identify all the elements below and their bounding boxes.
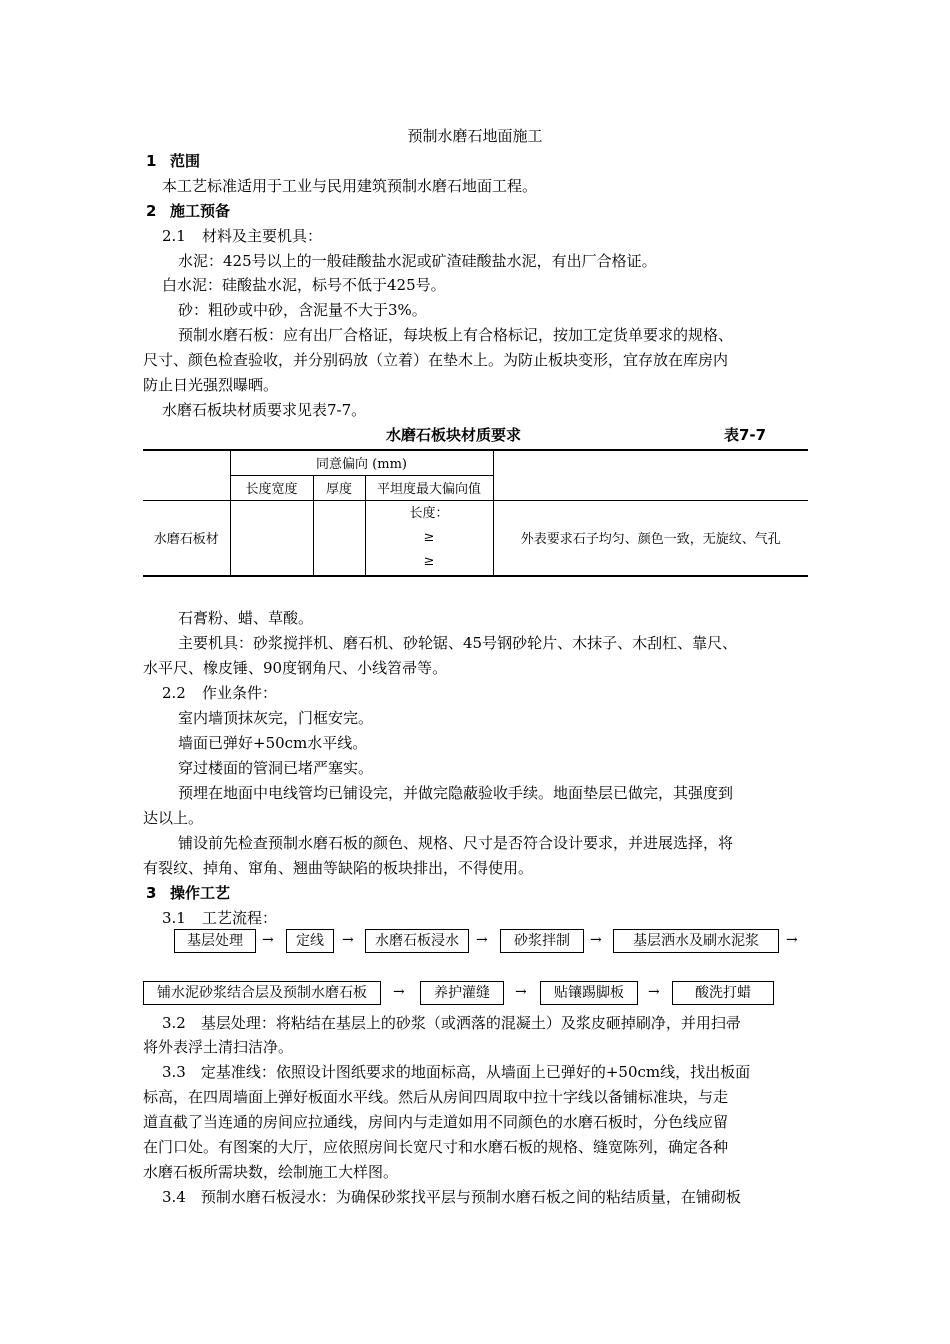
subsection-3-4-line-1: 3.4 预制水磨石板浸水：为确保砂浆找平层与预制水磨石板之间的粘结质量，在铺砌板 [162, 1188, 741, 1206]
subsection-3-3-line-2: 标高，在四周墙面上弹好板面水平线。然后从房间四周取中拉十字线以备铺标准块，与走 [143, 1088, 729, 1106]
subsection-3-2-line-1: 3.2 基层处理：将粘结在基层上的砂浆（或洒落的混凝土）及浆皮砸掉刷净，并用扫帚 [162, 1014, 741, 1032]
white-cement-spec: 白水泥：硅酸盐水泥，标号不低于425号。 [162, 276, 446, 294]
subsection-2-2-number: 2.2 [162, 684, 186, 702]
flow-step-base-treatment: 基层处理 [174, 929, 256, 953]
flow-arrow-icon: → [515, 984, 527, 1000]
slab-spec-line-2: 尺寸、颜色检查验收，并分别码放（立着）在垫木上。为防止板块变形，宜存放在库房内 [143, 351, 729, 369]
table-caption: 水磨石板块材质要求 [386, 426, 522, 444]
page-title: 预制水磨石地面施工 [407, 127, 543, 145]
flow-step-set-line: 定线 [286, 929, 334, 953]
allowed-deviation-header: 同意偏向 (mm) [230, 450, 493, 475]
slab-spec-line-1: 预制水磨石板：应有出厂合格证，每块板上有合格标记，按加工定货单要求的规格、 [178, 326, 734, 344]
flatness-line-3: ≥ [423, 553, 435, 569]
flow-step-laying-slabs: 铺水泥砂浆结合层及预制水磨石板 [143, 981, 381, 1005]
thickness-value [313, 500, 365, 576]
flow-arrow-icon: → [648, 984, 660, 1000]
cement-spec: 水泥：425号以上的一般硅酸盐水泥或矿渣硅酸盐水泥，有出厂合格证。 [178, 252, 657, 270]
flow-arrow-icon: → [786, 932, 798, 948]
condition-2: 墙面已弹好+50cm水平线。 [178, 734, 368, 752]
section-1-heading: 范围 [170, 152, 201, 170]
subsection-3-3-line-5: 水磨石板所需块数，绘制施工大样图。 [143, 1163, 399, 1181]
condition-5-line-2: 有裂纹、掉角、窜角、翘曲等缺陷的板块排出，不得使用。 [143, 859, 534, 877]
flow-arrow-icon: → [590, 932, 602, 948]
section-3-number: 3 [146, 884, 157, 902]
appearance-requirement: 外表要求石子均匀、颜色一致，无旋纹、气孔 [493, 500, 808, 576]
section-1-number: 1 [146, 152, 157, 170]
row-label: 水磨石板材 [143, 500, 230, 576]
flatness-line-1: 长度： [409, 505, 449, 521]
flow-arrow-icon: → [393, 984, 405, 1000]
material-requirements-table [143, 449, 808, 577]
flow-step-curing-grouting: 养护灌缝 [420, 981, 504, 1005]
appearance-header-cell [493, 450, 808, 500]
flatness-line-2: ≥ [423, 529, 435, 545]
section-2-number: 2 [146, 202, 157, 220]
other-materials: 石膏粉、蜡、草酸。 [178, 609, 314, 627]
tools-line-2: 水平尺、橡皮锤、90度钢角尺、小线笤帚等。 [143, 659, 448, 677]
table-number: 表7-7 [724, 426, 767, 444]
subsection-3-1-heading: 工艺流程： [202, 909, 278, 927]
flatness-value [365, 500, 493, 576]
flow-arrow-icon: → [476, 932, 488, 948]
thickness-header: 厚度 [313, 475, 365, 500]
scope-text: 本工艺标准适用于工业与民用建筑预制水磨石地面工程。 [162, 177, 538, 195]
flatness-header: 平坦度最大偏向值 [365, 475, 493, 500]
condition-5-line-1: 铺设前先检查预制水磨石板的颜色、规格、尺寸是否符合设计要求，并进展选择，将 [178, 834, 734, 852]
flow-step-mortar-mixing: 砂浆拌制 [500, 929, 584, 953]
flow-step-acid-waxing: 酸洗打蜡 [672, 981, 774, 1005]
length-width-value [230, 500, 313, 576]
subsection-2-1-heading: 材料及主要机具： [202, 227, 323, 245]
section-2-heading: 施工预备 [170, 202, 231, 220]
subsection-3-3-line-3: 道直截了当连通的房间应拉通线，房间内与走道如用不同颜色的水磨石板时，分色线应留 [143, 1113, 729, 1131]
section-3-heading: 操作工艺 [170, 884, 231, 902]
tools-line-1: 主要机具：砂浆搅拌机、磨石机、砂轮锯、45号钢砂轮片、木抹子、木刮杠、靠尺、 [178, 634, 738, 652]
subsection-3-3-line-4: 在门口处。有图案的大厅，应依照房间长宽尺寸和水磨石板的规格、缝宽陈列，确定各种 [143, 1138, 729, 1156]
subsection-3-3-line-1: 3.3 定基准线：依照设计图纸要求的地面标高，从墙面上已弹好的+50cm线，找出板面 [162, 1063, 751, 1081]
condition-3: 穿过楼面的管洞已堵严塞实。 [178, 759, 374, 777]
condition-1: 室内墙顶抹灰完，门框安完。 [178, 709, 374, 727]
flow-arrow-icon: → [342, 932, 354, 948]
subsection-2-1-number: 2.1 [162, 227, 186, 245]
table-reference: 水磨石板块材质要求见表7-7。 [162, 401, 367, 419]
flow-step-slab-soaking: 水磨石板浸水 [365, 929, 469, 953]
subsection-2-2-heading: 作业条件： [202, 684, 278, 702]
sand-spec: 砂：粗砂或中砂，含泥量不大于3%。 [178, 301, 427, 319]
subsection-3-2-line-2: 将外表浮土清扫洁净。 [143, 1038, 294, 1056]
flow-arrow-icon: → [262, 932, 274, 948]
condition-4-line-2: 达以上。 [143, 809, 204, 827]
slab-spec-line-3: 防止日光强烈曝晒。 [143, 376, 279, 394]
subsection-3-1-number: 3.1 [162, 909, 186, 927]
flow-step-wetting-slurry: 基层洒水及刷水泥浆 [613, 929, 779, 953]
flow-step-skirting: 贴镶踢脚板 [540, 981, 638, 1005]
table-corner-cell [143, 450, 230, 500]
length-width-header: 长度宽度 [230, 475, 313, 500]
condition-4-line-1: 预埋在地面中电线管均已铺设完，并做完隐蔽验收手续。地面垫层已做完，其强度到 [178, 784, 734, 802]
